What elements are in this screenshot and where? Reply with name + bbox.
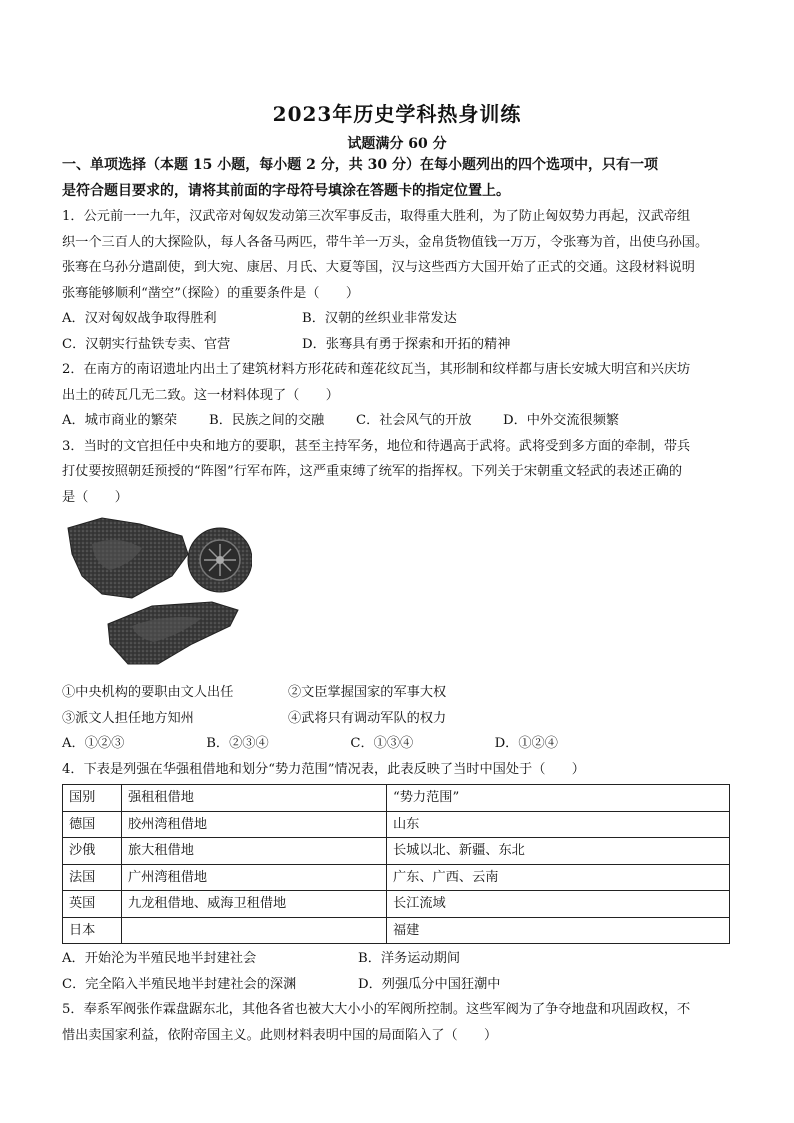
table-cell: 德国 (63, 811, 122, 838)
spheres-of-influence-table (62, 784, 730, 944)
q3-option-b: B．②③④ (206, 736, 269, 751)
q2-option-c: C．社会风气的开放 (356, 413, 472, 428)
q1-option-a: A．汉对匈奴战争取得胜利 (62, 311, 217, 326)
q3-statements-row2 (62, 706, 732, 732)
q4-line: 4．下表是列强在华强租借地和划分“势力范围”情况表，此表反映了当时中国处于（ ） (62, 761, 585, 777)
q3-statements-row1 (62, 680, 732, 706)
q1-line: 1．公元前一一九年，汉武帝对匈奴发动第三次军事反击，取得重大胜利，为了防止匈奴势力再起，汉武帝组 (62, 209, 691, 224)
artifact-photo (62, 514, 252, 674)
q2-option-d: D．中外交流很频繁 (503, 413, 620, 428)
table-cell: 英国 (63, 891, 122, 918)
exam-title: 2023年历史学科热身训练 (272, 102, 522, 126)
q2-line: 2．在南方的南诏遗址内出土了建筑材料方形花砖和莲花纹瓦当，其形制和纹样都与唐长安城大明宫和兴庆坊 (62, 362, 691, 377)
q4-options-row2 (62, 972, 732, 998)
q5-line: 惜出卖国家利益，依附帝国主义。此则材料表明中国的局面陷入了（ ） (62, 1027, 498, 1043)
q3-statement-3: ③派文人担任地方知州 (62, 710, 194, 726)
q1-line: 张骞在乌孙分遣副使，到大宛、康居、月氏、大夏等国，汉与这些西方大国开始了正式的交通。这段材料说明 (62, 260, 695, 275)
table-cell: 法国 (63, 864, 122, 891)
q3-option-c: C．①③④ (350, 736, 414, 751)
table-header-cell: “势力范围” (387, 785, 730, 812)
table-cell: 旅大租借地 (122, 838, 387, 865)
q2-option-a: A．城市商业的繁荣 (62, 413, 178, 428)
section-heading-line1: 一、单项选择（本题 15 小题，每小题 2 分，共 30 分）在每小题列出的四个选项中，只有一项 (62, 157, 658, 173)
q2-option-b: B．民族之间的交融 (209, 413, 325, 428)
q2-line: 出土的砖瓦几无二致。这一材料体现了（ ） (62, 387, 339, 403)
q3-option-d: D．①②④ (494, 736, 558, 751)
table-cell: 长江流域 (387, 891, 730, 918)
table-header-cell: 国别 (63, 785, 122, 812)
q3-options-row (62, 731, 732, 757)
exam-body (62, 153, 732, 1048)
table-row (63, 838, 730, 865)
table-row (63, 917, 730, 944)
section-heading-line2: 是符合题目要求的，请将其前面的字母符号填涂在答题卡的指定位置上。 (62, 182, 510, 199)
q1-options-row1 (62, 306, 732, 332)
table-cell: 广州湾租借地 (122, 864, 387, 891)
table-row (63, 864, 730, 891)
q1-option-b: B．汉朝的丝织业非常发达 (302, 311, 457, 326)
table-cell: 日本 (63, 917, 122, 944)
table-cell: 沙俄 (63, 838, 122, 865)
q3-line: 打仗要按照朝廷预授的“阵图”行军布阵，这严重束缚了统军的指挥权。下列关于宋朝重文轻武的表述正确的 (62, 464, 683, 479)
q3-statement-1: ①中央机构的要职由文人出任 (62, 685, 234, 700)
q4-option-b: B．洋务运动期间 (358, 951, 461, 966)
table-cell (122, 917, 387, 944)
table-cell: 福建 (387, 917, 730, 944)
table-cell: 长城以北、新疆、东北 (387, 838, 730, 865)
q4-option-c: C．完全陷入半殖民地半封建社会的深渊 (62, 976, 297, 992)
table-row (63, 811, 730, 838)
q2-options-row (62, 408, 732, 434)
table-cell: 胶州湾租借地 (122, 811, 387, 838)
q1-line: 织一个三百人的大探险队，每人各备马两匹，带牛羊一万头，金帛货物值钱一万万，令张骞为首，出使乌孙国。 (62, 234, 709, 250)
q5-line: 5．奉系军阀张作霖盘踞东北，其他各省也被大大小小的军阀所控制。这些军阀为了争夺地盘和巩固政权，不 (62, 1002, 691, 1017)
table-row (63, 891, 730, 918)
table-cell: 九龙租借地、威海卫租借地 (122, 891, 387, 918)
q3-statement-4: ④武将只有调动军队的权力 (288, 710, 447, 726)
q3-line: 3．当时的文官担任中央和地方的要职，甚至主持军务，地位和待遇高于武将。武将受到多方面的牵制，带兵 (62, 438, 691, 454)
brick-tile-fragments-image (62, 514, 252, 674)
q3-statement-2: ②文臣掌握国家的军事大权 (288, 685, 447, 700)
q4-option-a: A．开始沦为半殖民地半封建社会 (62, 951, 257, 966)
q4-options-row1 (62, 946, 732, 972)
table-cell: 山东 (387, 811, 730, 838)
table-cell: 广东、广西、云南 (387, 864, 730, 891)
table-header-cell: 强租租借地 (122, 785, 387, 812)
q1-option-c: C．汉朝实行盐铁专卖、官营 (62, 336, 231, 352)
q1-options-row2 (62, 332, 732, 358)
exam-subtitle: 试题满分 60 分 (347, 136, 447, 152)
q3-option-a: A．①②③ (62, 736, 125, 751)
table-header-row (63, 785, 730, 812)
q1-line: 张骞能够顺利“凿空”（探险）的重要条件是（ ） (62, 285, 360, 301)
q3-line: 是（ ） (62, 489, 128, 505)
q1-option-d: D．张骞具有勇于探索和开拓的精神 (302, 336, 511, 352)
q4-option-d: D．列强瓜分中国狂潮中 (358, 976, 501, 992)
